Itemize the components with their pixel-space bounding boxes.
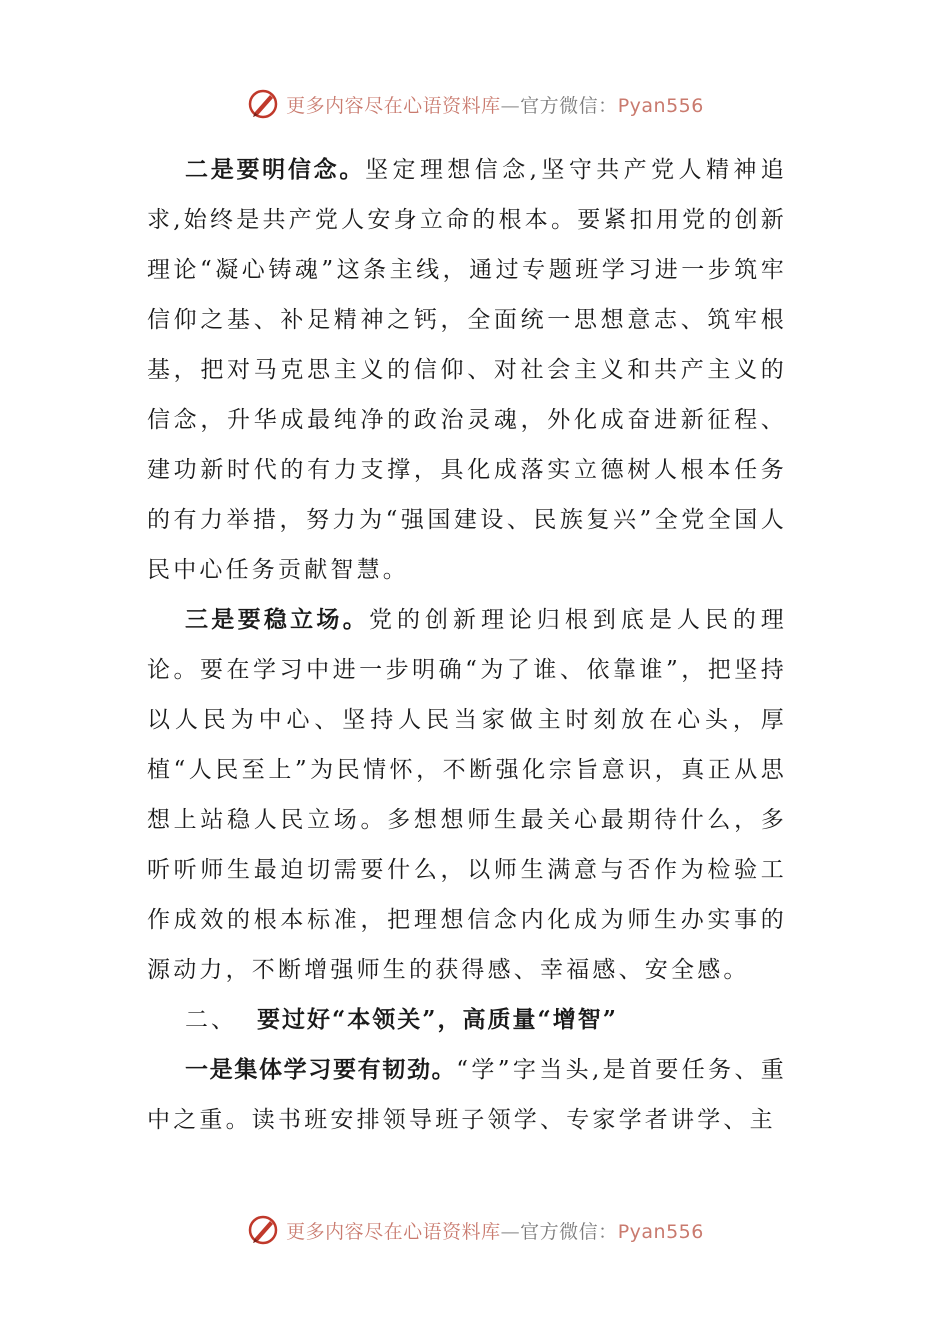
watermark-separator: — <box>500 1220 521 1243</box>
paragraph-lead: 一是集体学习要有韧劲。 <box>185 1056 457 1083</box>
watermark-site: 更多内容尽在心语资料库 <box>286 1220 501 1243</box>
pen-logo-icon <box>246 87 280 121</box>
paragraph-collective-study <box>147 1045 787 1145</box>
section-heading <box>147 995 787 1045</box>
document-body <box>147 145 787 1145</box>
watermark-wechat-id: Pyan556 <box>617 94 704 117</box>
paragraph-lead: 二是要明信念。 <box>185 156 366 183</box>
paragraph-text: “学”字当头,是首要任务、重中之重。读书班安排领导班子领学、专家学者讲学、主 <box>147 1057 787 1133</box>
watermark-wechat-label: 官方微信： <box>520 94 618 117</box>
pen-logo-icon <box>246 1213 280 1247</box>
watermark-separator: — <box>500 94 521 117</box>
header-watermark <box>0 84 950 124</box>
watermark-wechat-id: Pyan556 <box>617 1220 704 1243</box>
paragraph-lead: 三是要稳立场。 <box>185 606 369 633</box>
footer-watermark <box>0 1210 950 1250</box>
watermark-text <box>286 1217 704 1244</box>
watermark-text <box>286 91 704 118</box>
paragraph-stance <box>147 595 787 995</box>
watermark-site: 更多内容尽在心语资料库 <box>286 94 501 117</box>
paragraph-text: 坚定理想信念,坚守共产党人精神追求,始终是共产党人安身立命的根本。要紧扣用党的创新理论“凝心铸魂”这条主线，通过专题班学习进一步筑牢信仰之基、补足精神之钙，全面统一思想意志、筑牢根基，把对马克思主义的信仰、对社会主义和共产主义的信念，升华成最纯净的政治灵魂，外化成奋进新征程、建功新时代的有力支撑，具化成落实立德树人根本任务的有力举措，努力为“强国建设、民族复兴”全党全国人民中心任务贡献智慧。 <box>147 157 788 583</box>
section-title: 要过好“本领关”，高质量“增智” <box>257 1006 618 1033</box>
watermark-wechat-label: 官方微信： <box>520 1220 618 1243</box>
paragraph-belief <box>147 145 787 595</box>
section-number: 二、 <box>185 1007 237 1033</box>
paragraph-text: 党的创新理论归根到底是人民的理论。要在学习中进一步明确“为了谁、依靠谁”，把坚持以人民为中心、坚持人民当家做主时刻放在心头，厚植“人民至上”为民情怀，不断强化宗旨意识，真正从思想上站稳人民立场。多想想师生最关心最期待什么，多听听师生最迫切需要什么，以师生满意与否作为检验工作成效的根本标准，把理想信念内化成为师生办实事的源动力，不断增强师生的获得感、幸福感、安全感。 <box>147 607 787 983</box>
